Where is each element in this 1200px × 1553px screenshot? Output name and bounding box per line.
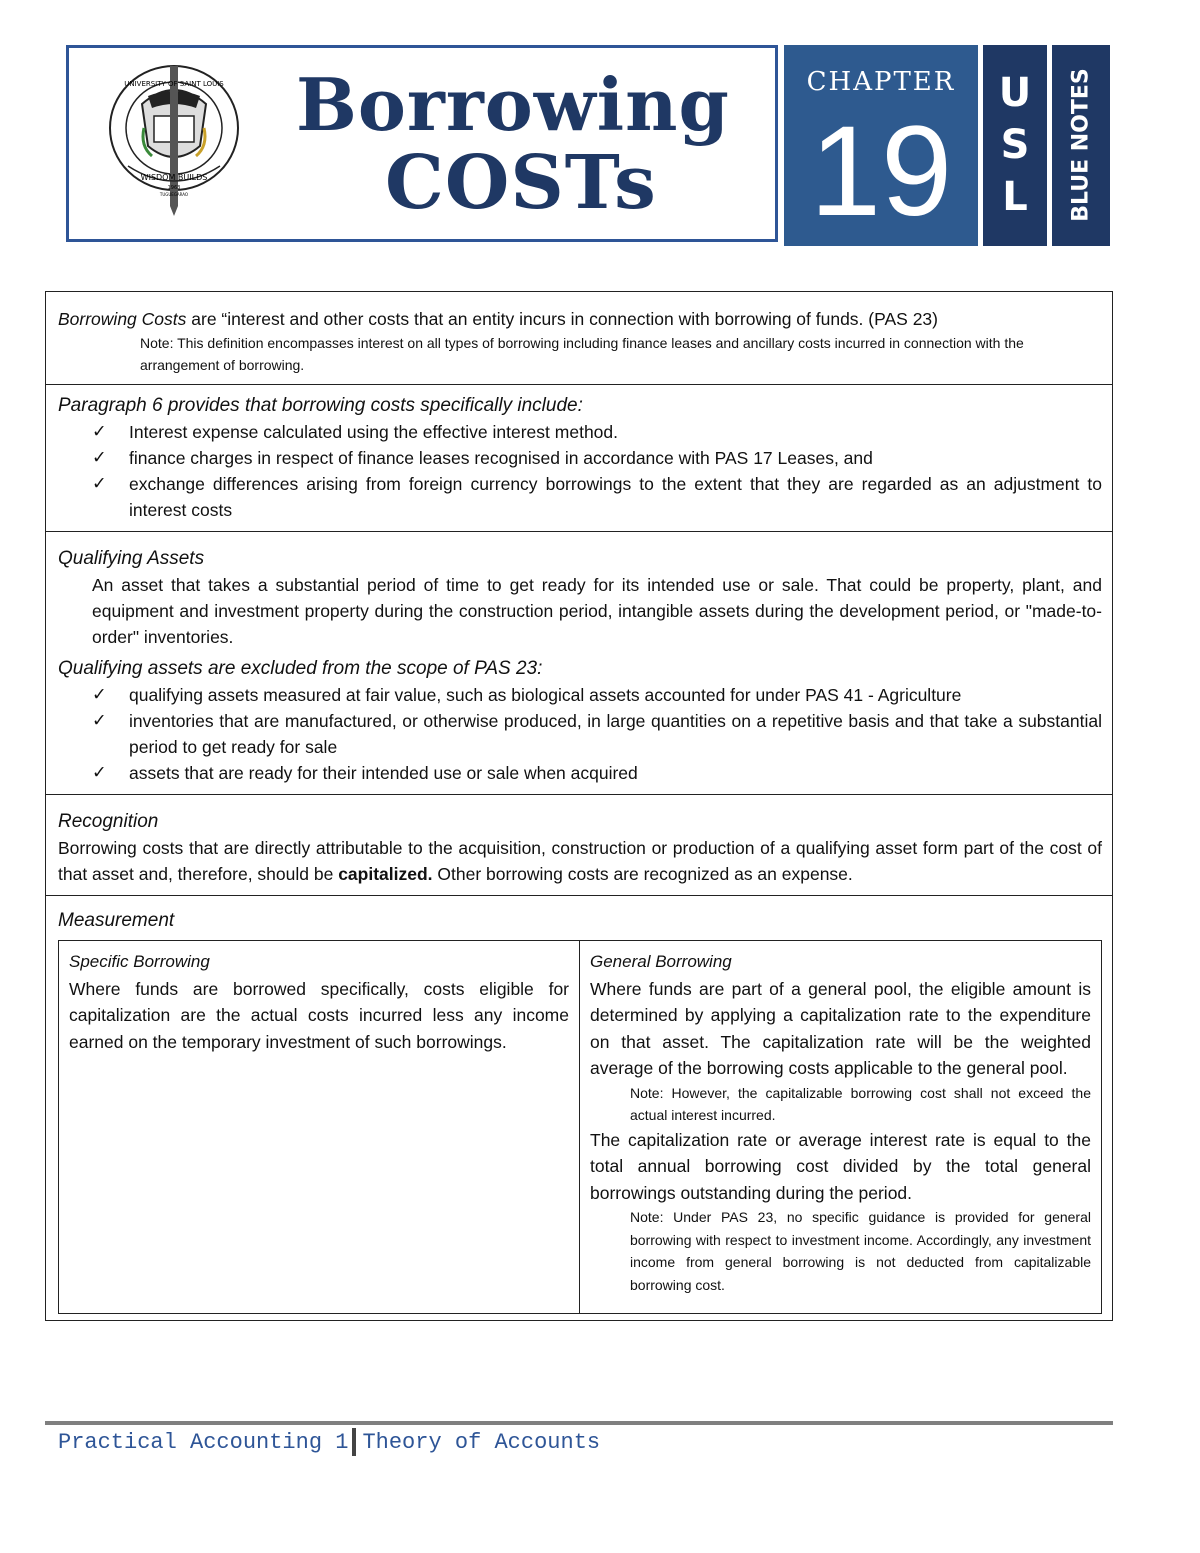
title-line-2: COSTs [385, 140, 657, 226]
paragraph6-heading: Paragraph 6 provides that borrowing costs specifically include: [58, 395, 583, 416]
list-item: ✓ finance charges in respect of finance leases recognised in accordance with PAS 17 Leases, and [92, 445, 1102, 471]
seal-text-bottom: WISDOM BUILDS [140, 173, 208, 182]
blue-notes-block [1052, 45, 1110, 246]
chapter-block [784, 45, 978, 246]
definition-section [45, 291, 1113, 385]
title-line-1: Borrowing [296, 62, 730, 147]
usl-letter-l: L [1002, 174, 1028, 220]
chapter-label: CHAPTER [806, 67, 956, 97]
footer-topic: Theory of Accounts [362, 1429, 601, 1455]
excluded-list [58, 682, 1102, 786]
university-seal-logo [104, 56, 244, 218]
general-note-1: Note: However, the capitalizable borrowing cost shall not exceed the actual interest incurred. [630, 1084, 1091, 1123]
definition-term: Borrowing Costs [58, 309, 187, 329]
seal-year: 1963 [167, 185, 181, 191]
content-area [45, 291, 1113, 1321]
footer-subject: Practical Accounting 1 [58, 1429, 349, 1455]
excluded-heading: Qualifying assets are excluded from the scope of PAS 23: [58, 658, 543, 679]
measurement-section [45, 896, 1113, 1321]
definition-body: are “interest and other costs that an entity incurs in connection with borrowing of funds. (PAS 23) [186, 309, 938, 329]
seal-text-top: UNIVERSITY OF SAINT LOUIS [124, 80, 224, 88]
paragraph6-list [58, 419, 1102, 523]
recognition-heading: Recognition [58, 811, 159, 832]
usl-letter-s: S [1000, 122, 1030, 168]
recognition-section [45, 795, 1113, 896]
footer [58, 1428, 600, 1456]
specific-borrowing-cell [59, 941, 580, 1313]
footer-separator [352, 1428, 356, 1456]
measurement-table [58, 940, 1102, 1314]
qualifying-assets-section [45, 532, 1113, 795]
qualifying-text: An asset that takes a substantial period of time to get ready for its intended use or sale. That could be property, plant, and equipment and investment property during the construction period, intangible assets during the development period, or "made-to-order" inventories. [92, 575, 1102, 647]
recognition-text-before: Borrowing costs that are directly attributable to the acquisition, construction or production of a qualifying asset form part of the cost of that asset and, therefore, should be [58, 838, 1102, 884]
list-item: ✓ inventories that are manufactured, or otherwise produced, in large quantities on a repetitive basis and that take a substantial period to get ready for sale [92, 708, 1102, 760]
general-heading: General Borrowing [590, 952, 732, 971]
recognition-text-after: Other borrowing costs are recognized as an expense. [432, 864, 853, 884]
recognition-text [58, 835, 1102, 887]
footer-rule [45, 1421, 1113, 1425]
paragraph6-section [45, 385, 1113, 532]
general-text-2: The capitalization rate or average interest rate is equal to the total annual borrowing cost divided by the total general borrowings outstanding during the period. [590, 1129, 1091, 1203]
list-item: ✓ assets that are ready for their intended use or sale when acquired [92, 760, 1102, 786]
specific-heading: Specific Borrowing [69, 952, 210, 971]
usl-letter-u: U [998, 70, 1032, 116]
blue-notes-label: BLUE NOTES [1068, 68, 1094, 222]
general-note-2: Note: Under PAS 23, no specific guidance is provided for general borrowing with respect to investment income. Accordingly, any investment income from general borrowing is not deducted from capitalizable borrowing cost. [630, 1209, 1091, 1293]
general-text-1: Where funds are part of a general pool, the eligible amount is determined by applying a capitalization rate to the expenditure on that asset. The capitalization rate will be the weighted average of the borrowing costs applicable to the general pool. [590, 978, 1091, 1078]
usl-block [983, 45, 1047, 246]
list-item: ✓ Interest expense calculated using the effective interest method. [92, 419, 1102, 445]
qualifying-heading: Qualifying Assets [58, 548, 205, 569]
list-item: ✓ qualifying assets measured at fair value, such as biological assets accounted for under PAS 41 - Agriculture [92, 682, 1102, 708]
measurement-heading: Measurement [58, 910, 175, 931]
definition-note: Note: This definition encompasses interest on all types of borrowing including finance leases and ancillary costs incurred in connection with the arrangement of borrowing. [140, 335, 1024, 373]
chapter-number: 19 [809, 100, 953, 243]
list-item: ✓ exchange differences arising from foreign currency borrowings to the extent that they are regarded as an adjustment to interest costs [92, 471, 1102, 523]
seal-place: TUGUEGARAO [159, 192, 189, 197]
general-borrowing-cell [580, 941, 1101, 1313]
definition-text [58, 306, 1102, 332]
recognition-bold: capitalized. [338, 864, 433, 884]
specific-text: Where funds are borrowed specifically, costs eligible for capitalization are the actual costs incurred less any income earned on the temporary investment of such borrowings. [69, 978, 569, 1052]
